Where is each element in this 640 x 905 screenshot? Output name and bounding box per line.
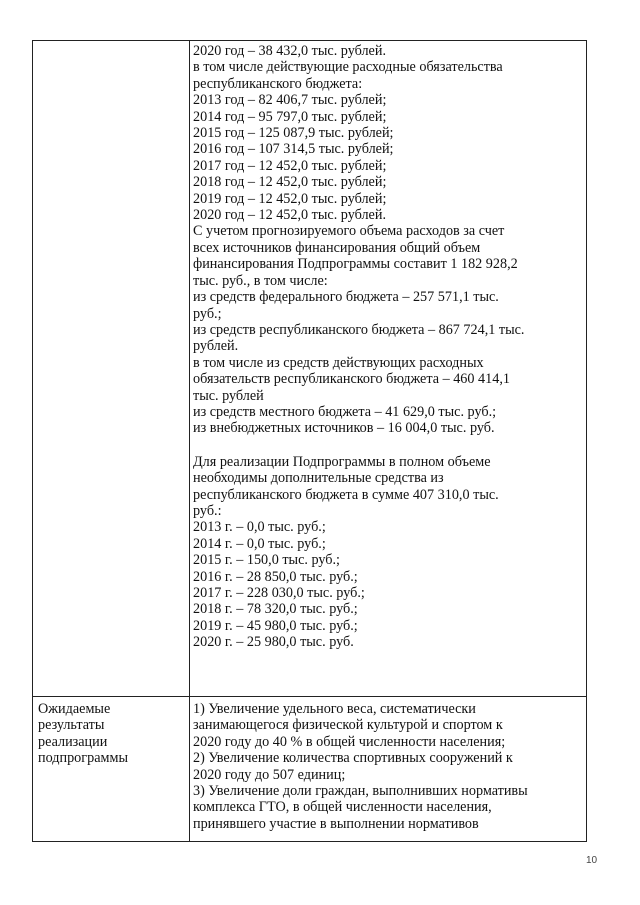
text-line: 2017 год – 12 452,0 тыс. рублей; bbox=[193, 157, 387, 174]
text-line: руб.; bbox=[193, 305, 222, 322]
text-line: руб.: bbox=[193, 502, 222, 519]
label-line: реализации bbox=[38, 733, 108, 750]
text-line: из средств местного бюджета – 41 629,0 тыс. руб.; bbox=[193, 403, 497, 420]
text-line: 2013 год – 82 406,7 тыс. рублей; bbox=[193, 92, 387, 109]
text-line: 1) Увеличение удельного веса, систематически bbox=[193, 701, 476, 717]
label-line: результаты bbox=[38, 717, 105, 734]
text-line: 2020 год – 12 452,0 тыс. рублей. bbox=[193, 207, 386, 224]
text-line: из средств республиканского бюджета – 867 724,1 тыс. bbox=[193, 321, 525, 338]
text-line: из внебюджетных источников – 16 004,0 тыс. руб. bbox=[193, 420, 495, 437]
text-line: рублей. bbox=[193, 338, 239, 355]
text-line: необходимы дополнительные средства из bbox=[193, 470, 444, 487]
text-line: 2014 г. – 0,0 тыс. руб.; bbox=[193, 535, 326, 552]
text-line: 2020 году до 40 % в общей численности населения; bbox=[193, 733, 506, 750]
text-line: 2020 году до 507 единиц; bbox=[193, 766, 346, 783]
text-line: 2019 год – 12 452,0 тыс. рублей; bbox=[193, 190, 387, 207]
text-line: тыс. рублей bbox=[193, 387, 264, 404]
row-divider bbox=[33, 696, 586, 697]
page-number: 10 bbox=[586, 855, 598, 866]
text-line: 2020 год – 38 432,0 тыс. рублей. bbox=[193, 43, 386, 59]
text-line: 3) Увеличение доли граждан, выполнивших нормативы bbox=[193, 783, 528, 800]
expected-results-label-cell bbox=[38, 701, 186, 767]
text-line: 2) Увеличение количества спортивных сооружений к bbox=[193, 750, 513, 767]
text-line: в том числе действующие расходные обязательства bbox=[193, 59, 503, 76]
text-line: республиканского бюджета в сумме 407 310,0 тыс. bbox=[193, 486, 499, 503]
text-line: занимающегося физической культурой и спортом к bbox=[193, 717, 503, 734]
column-divider bbox=[189, 41, 190, 841]
spacer bbox=[193, 437, 582, 454]
text-line: в том числе из средств действующих расходных bbox=[193, 354, 484, 371]
text-line: 2013 г. – 0,0 тыс. руб.; bbox=[193, 519, 326, 536]
text-line: республиканского бюджета: bbox=[193, 75, 363, 92]
text-line: 2015 г. – 150,0 тыс. руб.; bbox=[193, 552, 340, 569]
text-line: 2014 год – 95 797,0 тыс. рублей; bbox=[193, 108, 387, 125]
text-line: принявшего участие в выполнении нормативов bbox=[193, 815, 479, 832]
text-line: 2017 г. – 228 030,0 тыс. руб.; bbox=[193, 585, 365, 601]
text-line: всех источников финансирования общий объем bbox=[193, 239, 481, 256]
text-line: тыс. руб., в том числе: bbox=[193, 272, 328, 289]
text-line: Для реализации Подпрограммы в полном объеме bbox=[193, 453, 491, 470]
text-line: финансирования Подпрограммы составит 1 182 928,2 bbox=[193, 256, 518, 273]
financing-cell bbox=[193, 43, 582, 651]
text-line: комплекса ГТО, в общей численности населения, bbox=[193, 799, 492, 816]
text-line: 2016 год – 107 314,5 тыс. рублей; bbox=[193, 141, 394, 158]
text-line: 2015 год – 125 087,9 тыс. рублей; bbox=[193, 125, 394, 142]
text-line: обязательств республиканского бюджета – 460 414,1 bbox=[193, 371, 510, 388]
label-line: Ожидаемые bbox=[38, 701, 111, 717]
program-table bbox=[32, 40, 587, 842]
label-line: подпрограммы bbox=[38, 750, 128, 767]
text-line: 2018 г. – 78 320,0 тыс. руб.; bbox=[193, 601, 358, 618]
text-line: 2018 год – 12 452,0 тыс. рублей; bbox=[193, 174, 387, 191]
text-line: 2016 г. – 28 850,0 тыс. руб.; bbox=[193, 568, 358, 585]
expected-results-cell bbox=[193, 701, 582, 832]
text-line: С учетом прогнозируемого объема расходов за счет bbox=[193, 223, 505, 240]
text-line: из средств федерального бюджета – 257 571,1 тыс. bbox=[193, 289, 499, 306]
text-line: 2020 г. – 25 980,0 тыс. руб. bbox=[193, 634, 354, 651]
text-line: 2019 г. – 45 980,0 тыс. руб.; bbox=[193, 617, 358, 634]
